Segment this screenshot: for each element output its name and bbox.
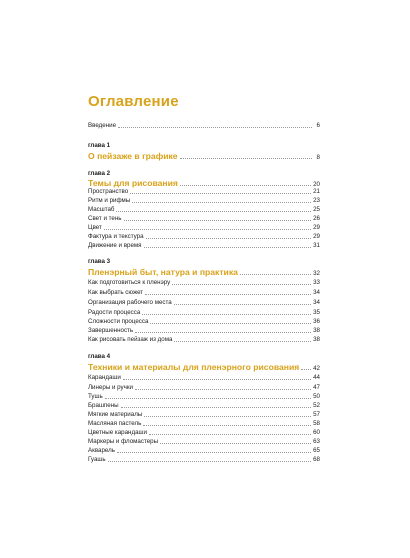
entry-page: 36 — [313, 318, 320, 325]
chapter-heading[interactable] — [88, 361, 320, 373]
toc-entry[interactable] — [88, 308, 320, 317]
entry-page: 38 — [313, 336, 320, 343]
chapter-label: глава 4 — [88, 353, 111, 360]
entry-title: Свет и тень — [88, 215, 122, 222]
toc-entry[interactable] — [88, 428, 320, 437]
entry-title: Как рисовать пейзаж из дома — [88, 336, 173, 343]
leader-dots — [174, 341, 311, 342]
toc-entry[interactable] — [88, 392, 320, 401]
entry-title: Цветные карандаши — [88, 429, 147, 436]
leader-dots — [123, 379, 311, 380]
entry-page: 20 — [313, 181, 320, 188]
leader-dots — [150, 323, 311, 324]
toc-entry[interactable] — [88, 223, 320, 232]
chapter-label: глава 2 — [88, 170, 111, 177]
entry-page: 23 — [313, 197, 320, 204]
entry-title: Радости процесса — [88, 309, 141, 316]
entry-title: Пространство — [88, 188, 129, 195]
entry-page: 63 — [313, 438, 320, 445]
entry-page: 35 — [313, 309, 320, 316]
leader-dots — [240, 274, 311, 275]
leader-dots — [105, 398, 311, 399]
entry-title: Тушь — [88, 393, 103, 400]
leader-dots — [108, 461, 312, 462]
leader-dots — [142, 314, 311, 315]
toc-entry[interactable] — [88, 326, 320, 335]
chapter-heading[interactable] — [88, 266, 320, 278]
entry-title: Акварель — [88, 447, 116, 454]
leader-dots — [117, 452, 311, 453]
entry-page: 42 — [313, 365, 320, 372]
toc-entry[interactable] — [88, 214, 320, 223]
toc-entry[interactable] — [88, 437, 320, 446]
entry-title: Цвет — [88, 224, 102, 231]
entry-page: 34 — [313, 299, 320, 306]
entry-page: 29 — [313, 233, 320, 240]
entry-title: Введение — [88, 122, 117, 129]
leader-dots — [135, 332, 311, 333]
entry-page: 31 — [313, 242, 320, 249]
leader-dots — [174, 304, 311, 305]
leader-dots — [104, 229, 311, 230]
entry-page: 68 — [313, 456, 320, 463]
leader-dots — [121, 407, 312, 408]
entry-page: 65 — [313, 447, 320, 454]
entry-page: 47 — [313, 384, 320, 391]
toc-entry[interactable] — [88, 317, 320, 326]
entry-title: Линеры и ручки — [88, 384, 134, 391]
chapter-title: Пленэрный быт, натура и практика — [88, 267, 238, 277]
toc-entry[interactable] — [88, 196, 320, 205]
leader-dots — [180, 185, 311, 186]
entry-title: Фактура и текстура — [88, 233, 144, 240]
leader-dots — [172, 284, 311, 285]
toc-entry[interactable] — [88, 241, 320, 250]
toc-entry[interactable] — [88, 401, 320, 410]
entry-title: Движение и время — [88, 242, 142, 249]
entry-page: 57 — [313, 411, 320, 418]
toc-entry[interactable] — [88, 446, 320, 455]
toc-entry[interactable] — [88, 298, 320, 307]
toc-entry[interactable] — [88, 335, 320, 344]
entry-page: 25 — [313, 206, 320, 213]
entry-title: Как выбрать сюжет — [88, 289, 144, 296]
chapter-title: Темы для рисования — [88, 178, 178, 188]
entry-page: 50 — [313, 393, 320, 400]
entry-page: 44 — [313, 374, 320, 381]
entry-title: Организация рабочего места — [88, 299, 172, 306]
toc-entry[interactable] — [88, 278, 320, 287]
leader-dots — [124, 220, 312, 221]
leader-dots — [135, 389, 311, 390]
toc-entry[interactable] — [88, 205, 320, 214]
chapter-title: Техники и материалы для пленэрного рисования — [88, 362, 300, 372]
entry-page: 8 — [316, 154, 320, 161]
entry-page: 26 — [313, 215, 320, 222]
entry-page: 6 — [316, 122, 320, 129]
leader-dots — [149, 434, 311, 435]
leader-dots — [180, 158, 312, 159]
entry-title: Масляная пастель — [88, 420, 142, 427]
toc-entry[interactable] — [88, 410, 320, 419]
entry-page: 34 — [313, 289, 320, 296]
leader-dots — [130, 193, 311, 194]
entry-page: 21 — [313, 188, 320, 195]
toc-title: Оглавление — [88, 93, 179, 110]
entry-page: 60 — [313, 429, 320, 436]
leader-dots — [160, 443, 311, 444]
entry-title: Карандаши — [88, 374, 121, 381]
toc-entry[interactable] — [88, 187, 320, 196]
leader-dots — [145, 294, 311, 295]
entry-title: Ритм и рифмы — [88, 197, 131, 204]
entry-page: 58 — [313, 420, 320, 427]
leader-dots — [301, 369, 311, 370]
leader-dots — [146, 238, 312, 239]
entry-title: Сложности процесса — [88, 318, 149, 325]
entry-title: Брашпены — [88, 402, 119, 409]
toc-entry[interactable] — [88, 373, 320, 382]
chapter-label: глава 1 — [88, 142, 111, 149]
entry-page: 29 — [313, 224, 320, 231]
leader-dots — [144, 416, 311, 417]
toc-entry[interactable] — [88, 419, 320, 428]
leader-dots — [116, 211, 311, 212]
entry-page: 32 — [313, 270, 320, 277]
toc-entry[interactable] — [88, 383, 320, 392]
entry-title: Завершенность — [88, 327, 134, 334]
chapter-label: глава 3 — [88, 258, 111, 265]
toc-entry[interactable] — [88, 288, 320, 297]
leader-dots — [118, 127, 312, 128]
leader-dots — [143, 425, 311, 426]
entry-page: 38 — [313, 327, 320, 334]
entry-title: Масштаб — [88, 206, 115, 213]
leader-dots — [132, 202, 311, 203]
entry-title: Гуашь — [88, 456, 106, 463]
entry-title: Как подготовиться к пленэру — [88, 279, 171, 286]
toc-entry[interactable] — [88, 232, 320, 241]
entry-page: 33 — [313, 279, 320, 286]
entry-title: Мягкие материалы — [88, 411, 143, 418]
leader-dots — [144, 247, 312, 248]
entry-page: 52 — [313, 402, 320, 409]
chapter-title: О пейзаже в графике — [88, 151, 178, 161]
toc-entry[interactable] — [88, 455, 320, 464]
entry-title: Маркеры и фломастеры — [88, 438, 159, 445]
toc-entry-intro[interactable] — [88, 121, 320, 130]
chapter-heading[interactable] — [88, 150, 320, 162]
